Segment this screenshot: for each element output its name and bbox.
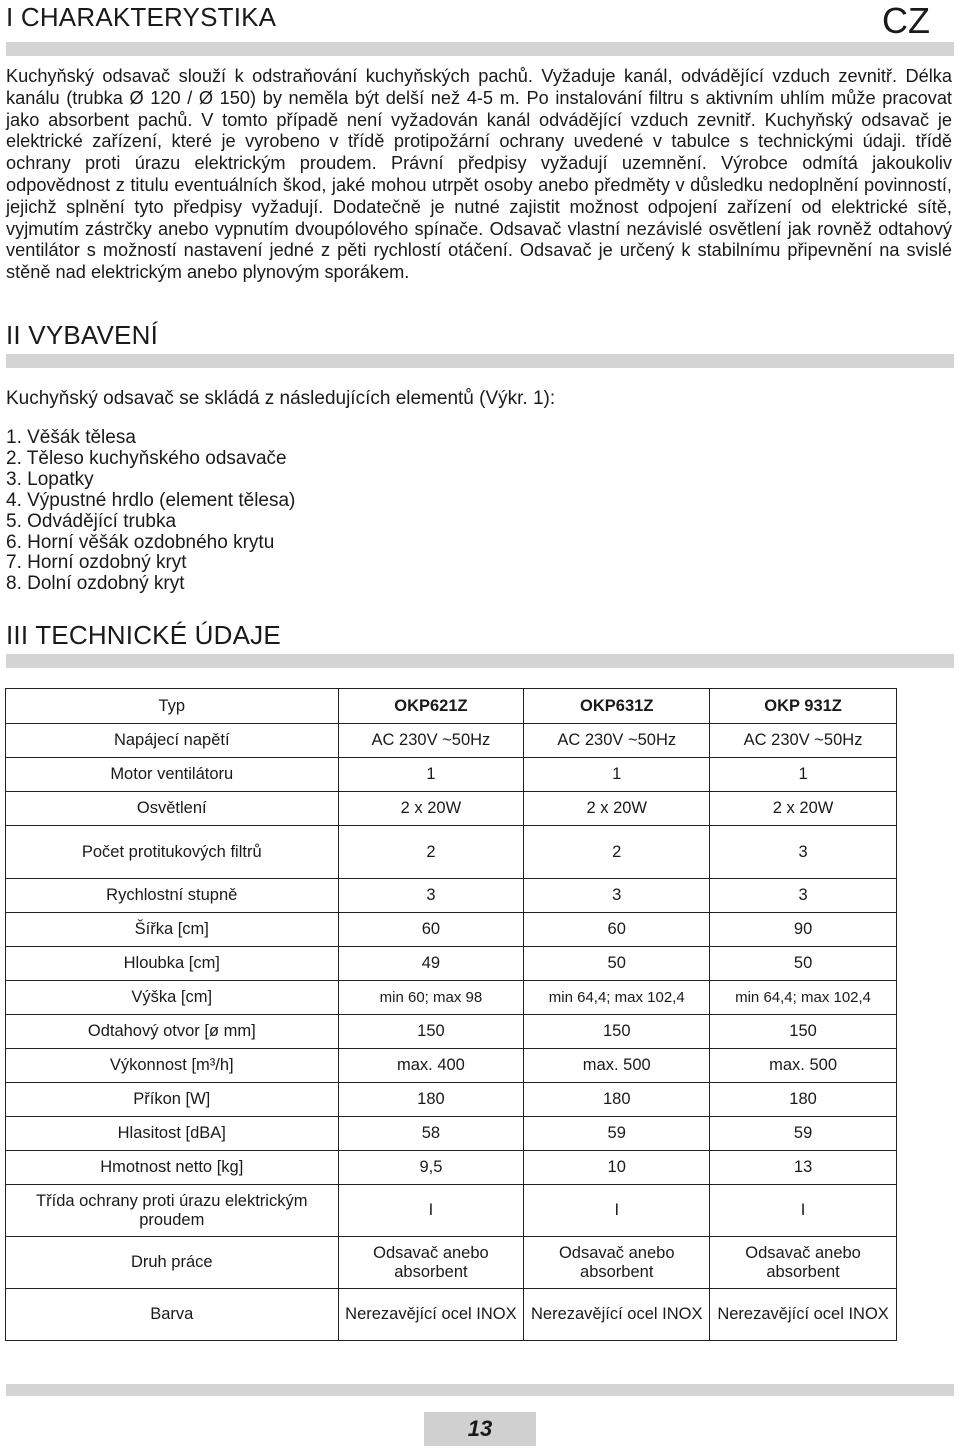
- table-row: [6, 1083, 897, 1117]
- table-cell: 1: [338, 758, 524, 792]
- table-header-row: [6, 689, 897, 724]
- table-cell: min 64,4; max 102,4: [710, 981, 897, 1015]
- table-row: [6, 792, 897, 826]
- table-cell: 180: [710, 1083, 897, 1117]
- table-cell: max. 500: [710, 1049, 897, 1083]
- table-cell: I: [710, 1185, 897, 1237]
- list-item: 1. Věšák tělesa: [6, 427, 136, 448]
- table-row: [6, 879, 897, 913]
- table-cell: 150: [710, 1015, 897, 1049]
- table-cell: I: [338, 1185, 524, 1237]
- list-item: 3. Lopatky: [6, 468, 94, 490]
- table-row: [6, 1151, 897, 1185]
- parts-list: [6, 428, 295, 595]
- table-cell: 3: [338, 879, 524, 913]
- table-cell: 59: [524, 1117, 710, 1151]
- table-cell: 2 x 20W: [338, 792, 524, 826]
- table-row: [6, 1289, 897, 1341]
- table-cell: Osvětlení: [6, 792, 339, 826]
- table-header-cell: Typ: [6, 689, 339, 724]
- table-cell: 60: [524, 913, 710, 947]
- table-cell: min 60; max 98: [338, 981, 524, 1015]
- section-title-charakterystika: I CHARAKTERYSTIKA: [6, 2, 277, 32]
- table-cell: I: [524, 1185, 710, 1237]
- table-cell: 150: [524, 1015, 710, 1049]
- table-cell: AC 230V ~50Hz: [710, 724, 897, 758]
- table-cell: 1: [524, 758, 710, 792]
- table-cell: Příkon [W]: [6, 1083, 339, 1117]
- table-cell: 9,5: [338, 1151, 524, 1185]
- table-row: [6, 1015, 897, 1049]
- table-cell: 50: [524, 947, 710, 981]
- table-cell: 13: [710, 1151, 897, 1185]
- section-title-vybaveni: II VYBAVENÍ: [6, 320, 158, 350]
- table-header-cell: OKP631Z: [524, 689, 710, 724]
- section-divider: [6, 654, 954, 668]
- table-cell: AC 230V ~50Hz: [338, 724, 524, 758]
- table-header-cell: OKP 931Z: [710, 689, 897, 724]
- table-cell: Výkonnost [m³/h]: [6, 1049, 339, 1083]
- list-item: 7. Horní ozdobný kryt: [6, 552, 187, 574]
- table-cell: 2 x 20W: [524, 792, 710, 826]
- table-cell: 3: [710, 879, 897, 913]
- table-cell: 10: [524, 1151, 710, 1185]
- table-cell: Motor ventilátoru: [6, 758, 339, 792]
- table-cell: 2: [338, 826, 524, 879]
- table-cell: Nerezavějící ocel INOX: [710, 1289, 897, 1341]
- table-cell: 180: [338, 1083, 524, 1117]
- table-cell: 2 x 20W: [710, 792, 897, 826]
- table-cell: Hloubka [cm]: [6, 947, 339, 981]
- table-cell: Výška [cm]: [6, 981, 339, 1015]
- table-row: [6, 758, 897, 792]
- table-cell: 49: [338, 947, 524, 981]
- table-cell: Hmotnost netto [kg]: [6, 1151, 339, 1185]
- table-cell: Odtahový otvor [ø mm]: [6, 1015, 339, 1049]
- table-cell: 2: [524, 826, 710, 879]
- vybaveni-intro: Kuchyňský odsavač se skládá z následujících elementů (Výkr. 1):: [6, 388, 556, 409]
- table-cell: 60: [338, 913, 524, 947]
- table-cell: Odsavač anebo absorbent: [524, 1237, 710, 1289]
- table-cell: Počet protitukových filtrů: [6, 826, 339, 879]
- table-row: [6, 947, 897, 981]
- table-cell: 59: [710, 1117, 897, 1151]
- table-cell: Nerezavějící ocel INOX: [338, 1289, 524, 1341]
- table-row: [6, 1049, 897, 1083]
- page-number: 13: [424, 1412, 536, 1446]
- charakterystika-paragraph: Kuchyňský odsavač slouží k odstraňování kuchyňských pachů. Vyžaduje kanál, odvádějící vzduch zevnitř. Délka kanálu (trubka Ø 120 / Ø 150) by neměla být delší než 4-5 m. Po instalování filtru s aktivním uhlím může pracovat jako absorbent pachů. V tomto případě není vyžadován kanál odvádějící vzduch zevnitř. Kuchyňský odsavač je elektrické zařízení, které je vyrobeno v třídě protipožární ochrany uvedené v tabulce s technickými údaji. třídě ochrany proti úrazu elektrickým proudem. Právní předpisy vyžadují uzemnění. Výrobce odmítá jakoukoliv odpovědnost z titulu eventuálních škod, jaké mohou utrpět osoby anebo předměty v důsledku nedoplnění povinností, jejichž splnění tyto předpisy vyžadují. Dodatečně je nutné zajistit možnost odpojení zařízení od elektrické sítě, vyjmutím zástrčky anebo vypnutím dvoupólového spínače. Odsavač vlastní nezávislé osvětlení jak rovněž odtahový ventilátor s možností nastavení jedné z pěti rychlostí otáčení. Odsavač je určený k stabilnímu připevnění na svislé stěně nad elektrickým anebo plynovým sporákem.: [6, 66, 952, 283]
- table-cell: Třída ochrany proti úrazu elektrickým proudem: [6, 1185, 339, 1237]
- table-cell: min 64,4; max 102,4: [524, 981, 710, 1015]
- table-cell: 90: [710, 913, 897, 947]
- table-cell: Hlasitost [dBA]: [6, 1117, 339, 1151]
- list-item: 6. Horní věšák ozdobného krytu: [6, 531, 275, 553]
- table-cell: AC 230V ~50Hz: [524, 724, 710, 758]
- table-cell: 1: [710, 758, 897, 792]
- section-divider: [6, 42, 954, 56]
- table-cell: max. 400: [338, 1049, 524, 1083]
- table-cell: 50: [710, 947, 897, 981]
- table-row: [6, 724, 897, 758]
- table-cell: 150: [338, 1015, 524, 1049]
- table-row: [6, 1237, 897, 1289]
- table-row: [6, 1117, 897, 1151]
- section-title-technicke-udaje: III TECHNICKÉ ÚDAJE: [6, 620, 281, 650]
- table-row: [6, 826, 897, 879]
- list-item: 5. Odvádějící trubka: [6, 510, 177, 532]
- technical-data-table: [5, 688, 897, 1341]
- list-item: 4. Výpustné hrdlo (element tělesa): [6, 489, 296, 511]
- footer-divider: [6, 1384, 954, 1396]
- table-cell: Odsavač anebo absorbent: [338, 1237, 524, 1289]
- list-item: 2. Těleso kuchyňského odsavače: [6, 447, 287, 469]
- table-row: [6, 1185, 897, 1237]
- table-cell: 3: [710, 826, 897, 879]
- table-header-cell: OKP621Z: [338, 689, 524, 724]
- table-cell: Šířka [cm]: [6, 913, 339, 947]
- section-divider: [6, 354, 954, 368]
- table-cell: Barva: [6, 1289, 339, 1341]
- table-cell: Nerezavějící ocel INOX: [524, 1289, 710, 1341]
- table-cell: Rychlostní stupně: [6, 879, 339, 913]
- table-row: [6, 913, 897, 947]
- table-cell: 180: [524, 1083, 710, 1117]
- table-cell: 58: [338, 1117, 524, 1151]
- table-cell: Odsavač anebo absorbent: [710, 1237, 897, 1289]
- list-item: 8. Dolní ozdobný kryt: [6, 573, 185, 595]
- table-cell: Napájecí napětí: [6, 724, 339, 758]
- table-cell: Druh práce: [6, 1237, 339, 1289]
- language-code: CZ: [882, 0, 930, 41]
- table-cell: 3: [524, 879, 710, 913]
- table-cell: max. 500: [524, 1049, 710, 1083]
- table-row: [6, 981, 897, 1015]
